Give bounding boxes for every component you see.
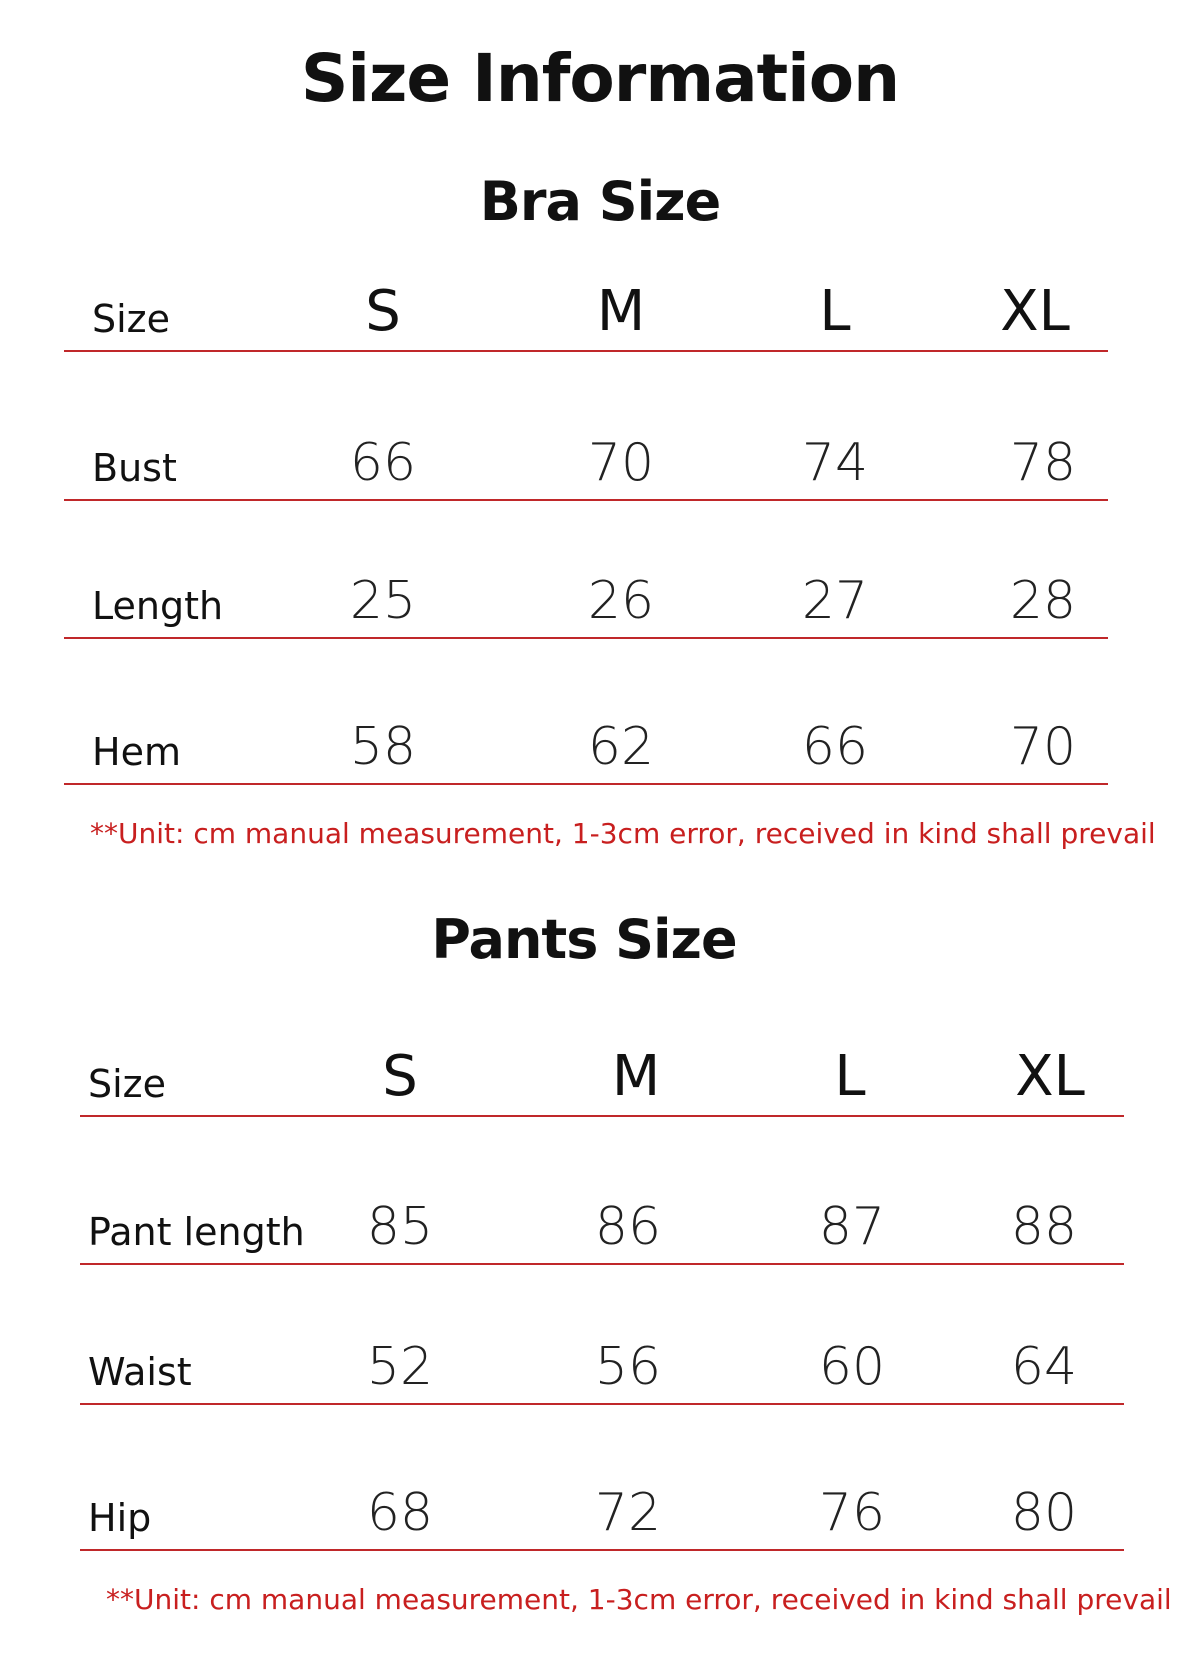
page-title: Size Information <box>300 40 900 117</box>
pants-unit-note: **Unit: cm manual measurement, 1-3cm error, received in kind shall prevail <box>106 1583 1172 1616</box>
value-cell: 86 <box>594 1197 662 1257</box>
pants-row-pant-length <box>80 1197 1124 1265</box>
value-cell: 58 <box>349 717 417 777</box>
value-cell: 72 <box>594 1483 662 1543</box>
value-cell: 56 <box>594 1337 662 1397</box>
pants-row-waist <box>80 1337 1124 1405</box>
value-cell: 52 <box>366 1337 434 1397</box>
value-cell: 28 <box>1009 571 1077 631</box>
row-label: Pant length <box>88 1210 305 1254</box>
value-cell: 60 <box>818 1337 886 1397</box>
value-cell: 62 <box>587 717 655 777</box>
pants-header-size-l: L <box>834 1044 866 1109</box>
pants-header-size-s: S <box>382 1044 418 1109</box>
value-cell: 87 <box>818 1197 886 1257</box>
value-cell: 66 <box>349 433 417 493</box>
bra-header-size-m: M <box>596 279 646 344</box>
row-label: Hip <box>88 1496 152 1540</box>
bra-header-size-xl: XL <box>1000 279 1070 344</box>
divider <box>80 1549 1124 1551</box>
pants-row-hip <box>80 1483 1124 1551</box>
bra-row-bust <box>64 433 1108 501</box>
value-cell: 66 <box>801 717 869 777</box>
bra-header-row <box>64 279 1108 352</box>
pants-header-label: Size <box>88 1062 167 1106</box>
pants-header-size-m: M <box>611 1044 661 1109</box>
value-cell: 78 <box>1009 433 1077 493</box>
value-cell: 25 <box>349 571 417 631</box>
value-cell: 80 <box>1010 1483 1078 1543</box>
row-label: Hem <box>92 730 181 774</box>
value-cell: 68 <box>366 1483 434 1543</box>
value-cell: 76 <box>818 1483 886 1543</box>
divider <box>64 783 1108 785</box>
value-cell: 85 <box>366 1197 434 1257</box>
pants-header-size-xl: XL <box>1015 1044 1085 1109</box>
divider <box>64 637 1108 639</box>
bra-size-heading: Bra Size <box>479 170 721 233</box>
divider <box>80 1403 1124 1405</box>
pants-size-heading: Pants Size <box>431 908 737 971</box>
bra-header-label: Size <box>92 297 171 341</box>
value-cell: 27 <box>801 571 869 631</box>
value-cell: 88 <box>1010 1197 1078 1257</box>
bra-row-hem <box>64 717 1108 785</box>
value-cell: 64 <box>1010 1337 1078 1397</box>
bra-unit-note: **Unit: cm manual measurement, 1-3cm error, received in kind shall prevail <box>90 817 1156 850</box>
row-label: Bust <box>92 446 177 490</box>
bra-row-length <box>64 571 1108 639</box>
value-cell: 74 <box>801 433 869 493</box>
divider <box>64 350 1108 352</box>
divider <box>80 1263 1124 1265</box>
bra-header-size-s: S <box>365 279 401 344</box>
value-cell: 70 <box>1009 717 1077 777</box>
value-cell: 26 <box>587 571 655 631</box>
row-label: Length <box>92 584 224 628</box>
divider <box>80 1115 1124 1117</box>
bra-header-size-l: L <box>819 279 851 344</box>
divider <box>64 499 1108 501</box>
value-cell: 70 <box>587 433 655 493</box>
pants-header-row <box>80 1044 1124 1117</box>
row-label: Waist <box>88 1350 192 1394</box>
